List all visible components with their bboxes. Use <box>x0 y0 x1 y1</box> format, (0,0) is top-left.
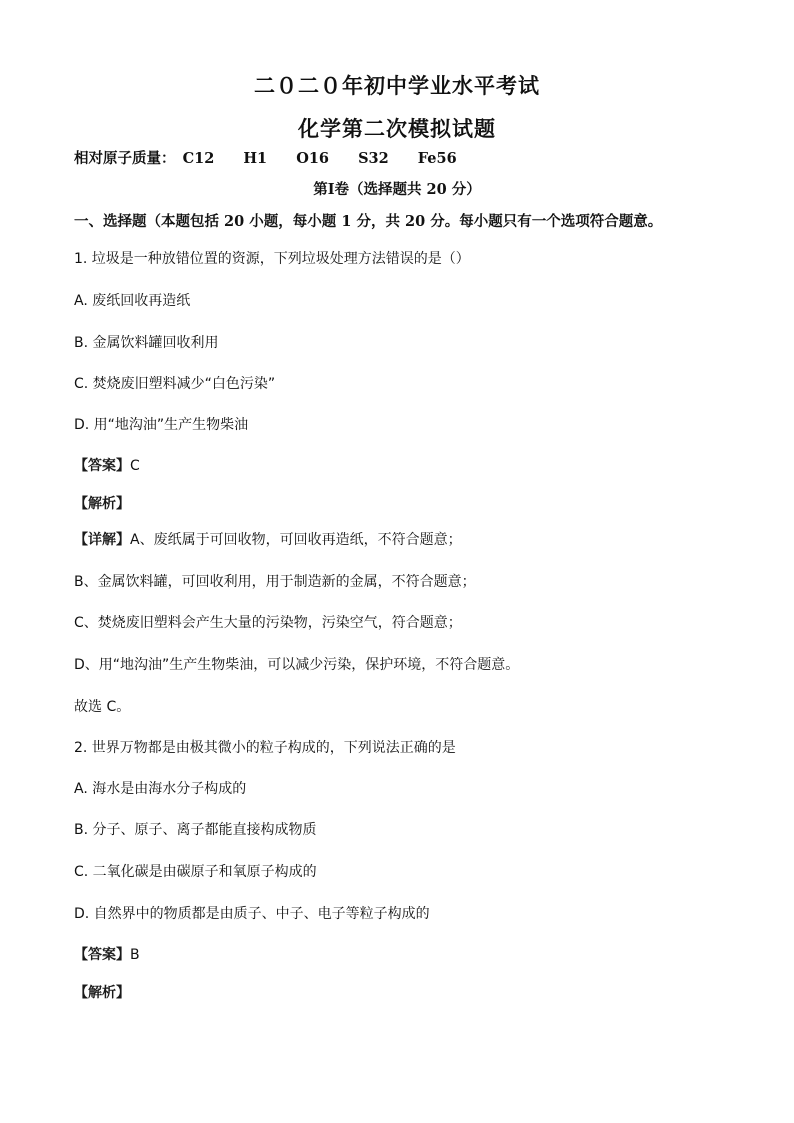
question-2-analysis-tag: 【解析】 <box>74 985 130 1001</box>
question-1-conclusion: 故选 C。 <box>74 699 131 715</box>
answer-tag: 【答案】 <box>74 458 130 474</box>
atomic-mass-item: C12 <box>182 150 215 167</box>
atomic-mass-item: Fe56 <box>417 150 457 167</box>
atomic-mass-line <box>74 149 481 169</box>
exam-title: 二０二０年初中学业水平考试 <box>254 73 540 98</box>
atomic-mass-label: 相对原子质量： <box>74 150 176 167</box>
part-heading: 一、选择题（本题包括 20 小题，每小题 1 分，共 20 分。每小题只有一个选项符合题意。 <box>74 213 663 230</box>
atomic-mass-item: H1 <box>243 150 268 167</box>
question-1-analysis-tag: 【解析】 <box>74 496 130 512</box>
question-1-detail-d: D、用“地沟油”生产生物柴油，可以减少污染，保护环境，不符合题意。 <box>74 657 520 673</box>
question-2-option-a: A. 海水是由海水分子构成的 <box>74 781 247 797</box>
question-2-stem: 2. 世界万物都是由极其微小的粒子构成的，下列说法正确的是 <box>74 740 456 756</box>
question-2-option-b: B. 分子、原子、离子都能直接构成物质 <box>74 822 317 838</box>
question-1-answer <box>74 456 140 476</box>
atomic-mass-item: O16 <box>296 150 330 167</box>
exam-subtitle: 化学第二次模拟试题 <box>298 116 496 141</box>
question-2-answer <box>74 945 140 965</box>
question-1-detail-b: B、金属饮料罐，可回收利用，用于制造新的金属，不符合题意； <box>74 574 476 590</box>
question-1-option-a: A. 废纸回收再造纸 <box>74 293 191 309</box>
question-1-option-c: C. 焚烧废旧塑料减少“白色污染” <box>74 376 276 392</box>
answer-value: B <box>130 947 140 963</box>
question-1-stem: 1. 垃圾是一种放错位置的资源，下列垃圾处理方法错误的是（） <box>74 251 470 267</box>
question-1-option-b: B. 金属饮料罐回收利用 <box>74 335 219 351</box>
answer-tag: 【答案】 <box>74 947 130 963</box>
question-1-detail-c: C、焚烧废旧塑料会产生大量的污染物，污染空气，符合题意； <box>74 615 462 631</box>
detail-tag: 【详解】 <box>74 532 130 548</box>
answer-value: C <box>130 458 140 474</box>
question-2-option-c: C. 二氧化碳是由碳原子和氧原子构成的 <box>74 864 317 880</box>
detail-text: A、废纸属于可回收物，可回收再造纸，不符合题意； <box>130 532 462 548</box>
section-title: 第Ⅰ卷（选择题共 20 分） <box>313 181 481 198</box>
atomic-mass-item: S32 <box>358 150 389 167</box>
question-1-detail-a <box>74 530 462 550</box>
question-2-option-d: D. 自然界中的物质都是由质子、中子、电子等粒子构成的 <box>74 906 430 922</box>
question-1-option-d: D. 用“地沟油”生产生物柴油 <box>74 417 249 433</box>
